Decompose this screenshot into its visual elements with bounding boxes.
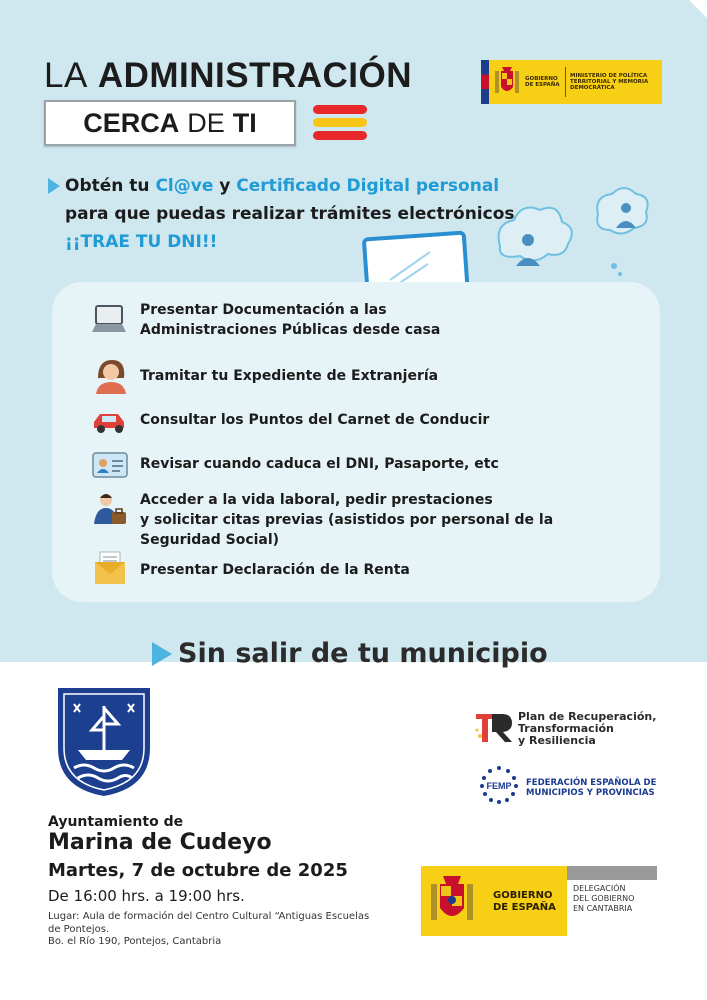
event-address: Bo. el Río 190, Pontejos, Cantabria	[48, 936, 222, 947]
brand-subtitle-part3: TI	[232, 107, 257, 138]
org-name: Marina de Cudeyo	[48, 830, 272, 855]
org-label: Ayuntamiento de	[48, 814, 184, 830]
envelope-icon	[90, 550, 130, 590]
prtr-emblem-icon	[474, 710, 514, 746]
spain-flag-stripes-icon	[313, 105, 367, 141]
service-text-extranjeria: Tramitar tu Expediente de Extranjería	[140, 368, 439, 384]
service-text-vida-laboral: Acceder a la vida laboral, pedir prestaciones y solicitar citas previas (asistidos por personal de la Seguridad Social)	[140, 492, 554, 548]
event-date: Martes, 7 de octubre de 2025	[48, 860, 348, 881]
ministry-label: MINISTERIO DE POLÍTICA TERRITORIAL Y MEMORIA DEMOCRÁTICA	[570, 73, 649, 91]
femp-text: FEDERACIÓN ESPAÑOLA DE MUNICIPIOS Y PROVINCIAS	[526, 778, 657, 798]
coat-of-arms-icon	[493, 65, 521, 99]
worker-briefcase-icon	[90, 490, 130, 530]
gov-badge-label: GOBIERNO DE ESPAÑA	[525, 76, 560, 88]
brand-title-main: ADMINISTRACIÓN	[97, 56, 413, 95]
brand-title-prefix: LA	[44, 56, 88, 95]
service-text-documentacion: Presentar Documentación a las Administraciones Públicas desde casa	[140, 302, 441, 338]
event-time: De 16:00 hrs. a 19:00 hrs.	[48, 887, 245, 905]
car-icon	[90, 402, 130, 442]
bullet-arrow-icon	[48, 178, 60, 194]
service-text-carnet: Consultar los Puntos del Carnet de Conducir	[140, 412, 490, 428]
eu-stripe-icon	[481, 60, 489, 104]
femp-stars-icon	[478, 764, 520, 806]
corner-fold	[689, 0, 707, 18]
laptop-icon	[90, 300, 130, 340]
prtr-text: Plan de Recuperación, Transformación y Resiliencia	[518, 710, 657, 747]
gov-yellow-panel	[421, 866, 567, 936]
delegation-name: DELEGACIÓN DEL GOBIERNO EN CANTABRIA	[573, 884, 635, 913]
tagline	[152, 638, 548, 669]
brand-title	[44, 56, 412, 96]
tagline-arrow-icon	[152, 642, 172, 666]
municipal-crest-icon	[56, 686, 152, 798]
femp-logo	[478, 764, 678, 808]
event-place: Lugar: Aula de formación del Centro Cultural “Antiguas Escuelas de Pontejos.	[48, 911, 370, 935]
brand-subtitle-part2: DE	[187, 107, 225, 138]
tagline-text: Sin salir de tu municipio	[178, 638, 548, 669]
service-text-renta: Presentar Declaración de la Renta	[140, 562, 410, 578]
intro-line-1: Obtén tu Cl@ve y Certificado Digital personal	[65, 176, 500, 196]
delegation-panel	[567, 866, 657, 936]
gov-name: GOBIERNO DE ESPAÑA	[493, 890, 556, 913]
prtr-logo	[474, 708, 674, 748]
id-card-icon	[90, 446, 130, 486]
delegation-logo	[421, 866, 657, 936]
service-text-dni: Revisar cuando caduca el DNI, Pasaporte, etc	[140, 456, 499, 472]
woman-avatar-icon	[90, 356, 130, 396]
femp-logo-text: FEMP	[486, 781, 512, 791]
intro-line-3: ¡¡TRAE TU DNI!!	[65, 232, 218, 252]
spain-coat-of-arms-icon	[429, 874, 475, 928]
ministry-badge	[481, 60, 662, 104]
brand-subtitle-box	[44, 100, 296, 146]
brand-subtitle-part1: CERCA	[83, 107, 180, 138]
intro-line-2: para que puedas realizar trámites electrónicos	[65, 204, 515, 224]
